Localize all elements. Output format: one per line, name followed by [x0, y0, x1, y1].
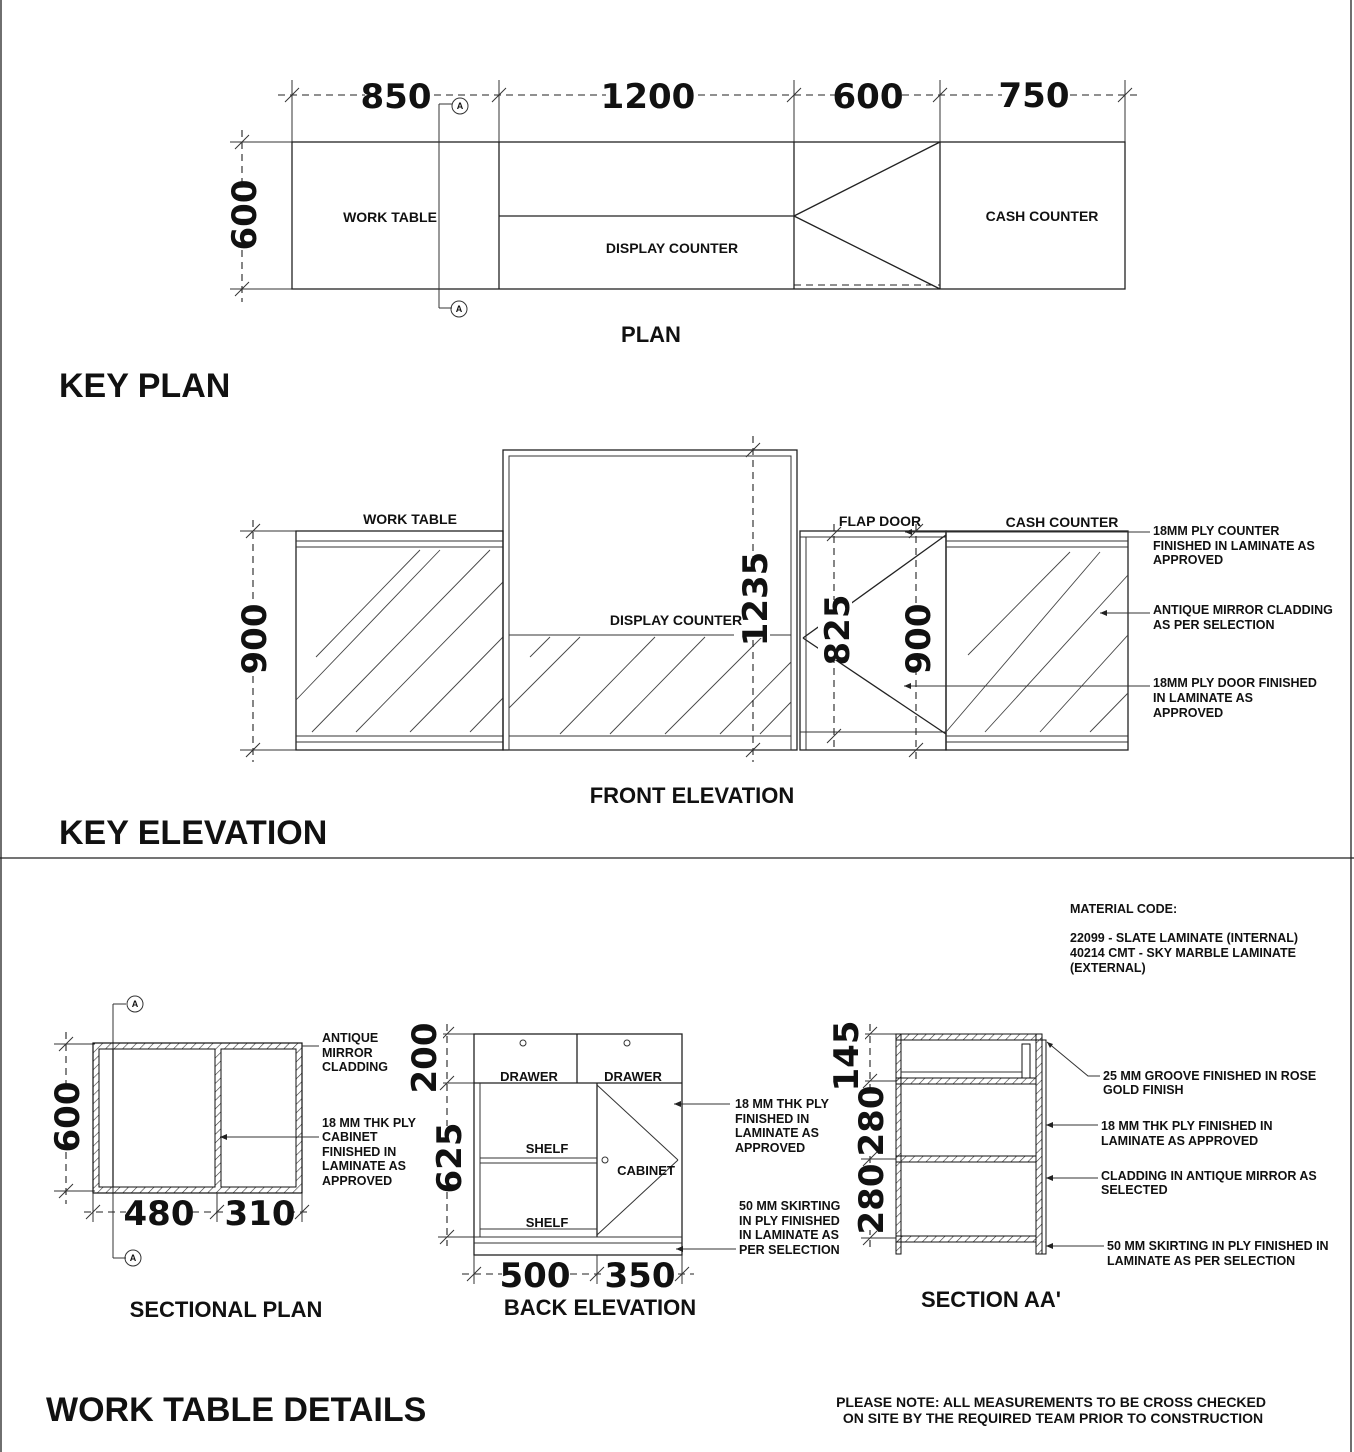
- section-aa-note-groove: 25 MM GROOVE FINISHED IN ROSE GOLD FINISH: [1103, 1069, 1317, 1097]
- back-elev-note-skirting: 50 MM SKIRTING IN PLY FINISHED IN LAMINATE AS PER SELECTION: [739, 1199, 841, 1257]
- elev-work-table: [296, 531, 503, 750]
- elev-label-work-table: WORK TABLE: [363, 511, 457, 527]
- plan-width-dimension: [278, 76, 1138, 142]
- plan-dim-600: 600: [832, 77, 904, 117]
- back-elev-dim-500: 500: [499, 1256, 571, 1296]
- section-aa-note-skirting: 50 MM SKIRTING IN PLY FINISHED IN LAMINATE AS PER SELECTION: [1107, 1239, 1329, 1268]
- section-aa-dim-145: 145: [827, 1020, 867, 1092]
- plan-section-line: [439, 98, 468, 317]
- plan-dim-750: 750: [998, 76, 1070, 116]
- work-table-details-heading: WORK TABLE DETAILS: [46, 1391, 427, 1429]
- section-aa-note-ply: 18 MM THK PLY FINISHED IN LAMINATE AS APPROVED: [1101, 1119, 1273, 1148]
- elev-dim-900-cash: 900: [899, 603, 939, 675]
- elev-note-door: 18MM PLY DOOR FINISHED IN LAMINATE AS APPROVED: [1153, 676, 1317, 720]
- material-code-title: MATERIAL CODE:: [1070, 902, 1178, 916]
- footer: [46, 1391, 1270, 1429]
- sectional-plan-dim-480: 480: [123, 1194, 195, 1234]
- plan-section-marker-bottom: A: [455, 304, 463, 314]
- material-code-lines: 22099 - SLATE LAMINATE (INTERNAL) 40214 CMT - SKY MARBLE LAMINATE (EXTERNAL): [1070, 931, 1299, 975]
- sectional-plan-dim-310: 310: [224, 1194, 296, 1234]
- elev-label-display-counter: DISPLAY COUNTER: [609, 612, 743, 628]
- back-elev-dim-200: 200: [405, 1022, 445, 1094]
- back-elev-dim-625: 625: [430, 1122, 470, 1194]
- plan-label-cash-counter: CASH COUNTER: [985, 208, 1099, 224]
- back-elev-label-drawer-left: DRAWER: [500, 1069, 558, 1084]
- back-elevation: [405, 1023, 844, 1320]
- material-code: [1070, 902, 1302, 975]
- elev-height-dimension-left: [235, 520, 296, 762]
- sectional-plan-marker-bottom: A: [129, 1253, 137, 1263]
- sectional-plan-note-cabinet: 18 MM THK PLY CABINET FINISHED IN LAMINATE AS APPROVED: [322, 1116, 416, 1188]
- sectional-plan-dim-600: 600: [48, 1081, 88, 1153]
- elev-dim-1235: 1235: [736, 551, 776, 647]
- elev-label-flap-door: FLAP DOOR: [838, 513, 922, 529]
- back-elev-note-ply: 18 MM THK PLY FINISHED IN LAMINATE AS APPROVED: [735, 1097, 829, 1155]
- back-elev-label-shelf-top: SHELF: [525, 1141, 569, 1156]
- back-elev-label-shelf-bottom: SHELF: [525, 1215, 569, 1230]
- plan-section-marker-top: A: [456, 101, 464, 111]
- elev-dim-825: 825: [818, 594, 858, 666]
- plan-dim-1200: 1200: [600, 77, 696, 117]
- plan-label-display-counter: DISPLAY COUNTER: [605, 240, 739, 256]
- plan-caption: PLAN: [621, 322, 681, 347]
- elev-caption: FRONT ELEVATION: [589, 783, 795, 808]
- section-aa-note-cladding: CLADDING IN ANTIQUE MIRROR AS SELECTED: [1101, 1169, 1317, 1197]
- elev-label-cash-counter: CASH COUNTER: [1005, 514, 1119, 530]
- section-aa-dim-280-low: 280: [852, 1163, 892, 1235]
- plan-depth-dimension: [225, 130, 292, 302]
- sectional-plan-marker-top: A: [131, 999, 139, 1009]
- elev-dim-900-left: 900: [235, 603, 275, 675]
- back-elev-caption: BACK ELEVATION: [503, 1295, 697, 1320]
- elev-note-counter: 18MM PLY COUNTER FINISHED IN LAMINATE AS APPROVED: [1153, 524, 1315, 567]
- back-elev-label-cabinet: CABINET: [617, 1163, 675, 1178]
- key-elevation-heading: KEY ELEVATION: [59, 814, 328, 852]
- plan-dim-depth-600: 600: [225, 179, 265, 251]
- footer-note: PLEASE NOTE: ALL MEASUREMENTS TO BE CROSS CHECKED ON SITE BY THE REQUIRED TEAM PRIOR TO CONSTRUCTION: [836, 1394, 1267, 1426]
- key-plan-heading: KEY PLAN: [59, 367, 231, 405]
- section-aa-dim-280-mid: 280: [852, 1085, 892, 1157]
- elev-cash-counter: [946, 531, 1128, 750]
- sectional-plan-caption: SECTIONAL PLAN: [129, 1297, 323, 1322]
- sectional-plan: [48, 996, 419, 1322]
- section-aa: [827, 1021, 1332, 1312]
- key-plan: [59, 76, 1138, 405]
- back-elev-label-drawer-right: DRAWER: [604, 1069, 662, 1084]
- plan-label-work-table: WORK TABLE: [343, 209, 437, 225]
- plan-dim-850: 850: [360, 77, 432, 117]
- back-elev-dim-350: 350: [604, 1256, 676, 1296]
- elev-note-mirror: ANTIQUE MIRROR CLADDING AS PER SELECTION: [1153, 603, 1333, 632]
- section-aa-caption: SECTION AA': [920, 1287, 1062, 1312]
- key-elevation: [59, 436, 1336, 852]
- sectional-plan-note-mirror: ANTIQUE MIRROR CLADDING: [322, 1031, 388, 1074]
- elev-flap-door: [800, 524, 946, 762]
